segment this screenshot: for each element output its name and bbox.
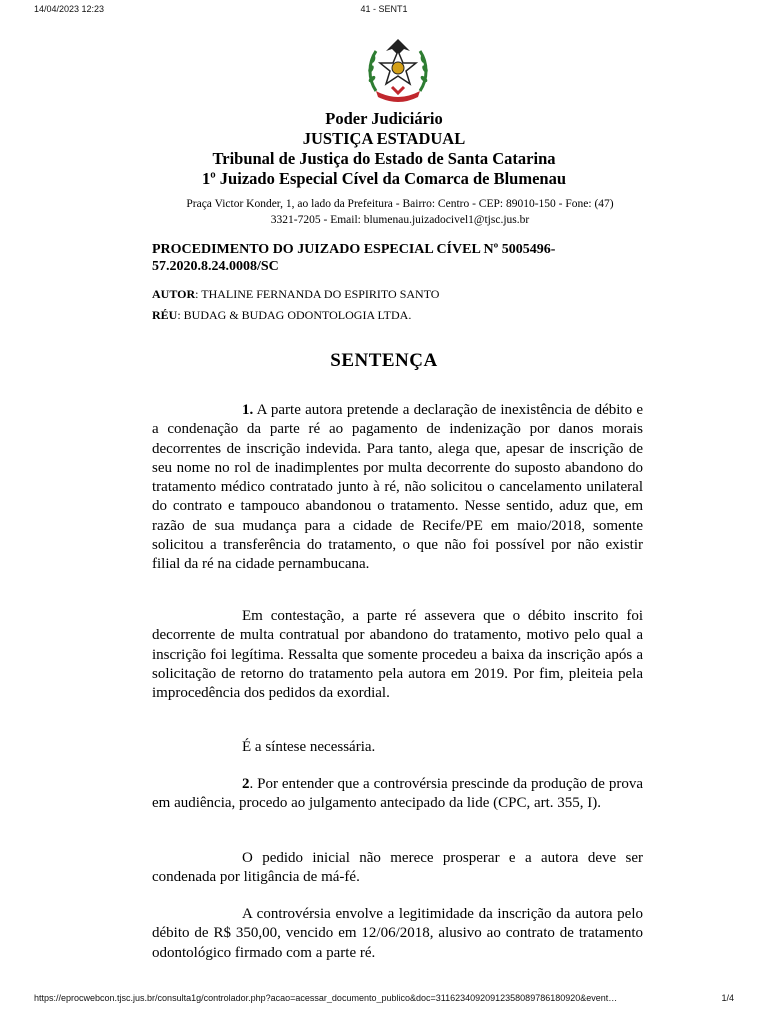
print-url: https://eprocwebcon.tjsc.jus.br/consulta1g/controlador.php?acao=acessar_documento_publico&doc=31162340920912358089786180920&event… — [34, 993, 618, 1003]
defendant-party — [152, 307, 411, 323]
paragraph-1-text: A parte autora pretende a declaração de inexistência de débito e a condenação da parte ré ao pagamento de indenização por danos morais decorrentes de inscrição indevida. Para tanto, alega que, apesar de inscrição de seu nome no rol de inadimplentes por multa decorrente do suposto abandono do tratamento médico contratado junto à ré, não solicitou o cancelamento unilateral do contrato e tampouco abandonou o tratamento. Nesse sentido, aduz que, em razão de sua mudança para a cidade de Recife/PE em maio/2018, somente solicitou a transferência do tratamento, o que não foi possível por não existir filial da ré na cidade pernambucana. — [152, 402, 643, 573]
paragraph-2 — [152, 607, 643, 703]
paragraph-4-number: 2 — [242, 776, 250, 792]
paragraph-1 — [152, 401, 643, 575]
court-line-1: Poder Judiciário — [325, 109, 443, 128]
print-page-number: 1/4 — [721, 993, 734, 1003]
address-line-1: Praça Victor Konder, 1, ao lado da Prefeitura - Bairro: Centro - CEP: 89010-150 - Fone: (47) — [186, 198, 614, 210]
author-label: AUTOR — [152, 287, 196, 301]
paragraph-5 — [152, 849, 643, 888]
court-line-3: Tribunal de Justiça do Estado de Santa Catarina — [212, 149, 556, 168]
court-line-4: 1º Juizado Especial Cível da Comarca de Blumenau — [201, 169, 567, 188]
court-heading — [0, 109, 768, 189]
sentence-title: SENTENÇA — [330, 350, 438, 371]
state-coat-of-arms-icon — [362, 33, 434, 105]
paragraph-1-number: 1. — [242, 402, 254, 418]
paragraph-4 — [152, 775, 643, 814]
print-header — [0, 4, 768, 18]
paragraph-3-text: É a síntese necessária. — [242, 739, 376, 755]
procedure-line-2: 57.2020.8.24.0008/SC — [152, 259, 279, 274]
procedure-line-1: PROCEDIMENTO DO JUIZADO ESPECIAL CÍVEL Nº 5005496- — [152, 242, 556, 257]
defendant-value: : BUDAG & BUDAG ODONTOLOGIA LTDA. — [177, 308, 412, 322]
author-party — [152, 286, 439, 302]
author-value: : THALINE FERNANDA DO ESPIRITO SANTO — [195, 287, 440, 301]
court-address — [150, 196, 650, 228]
print-doc-title: 41 - SENT1 — [360, 4, 408, 14]
paragraph-6 — [152, 905, 643, 963]
print-datetime: 14/04/2023 12:23 — [34, 4, 105, 14]
procedure-number — [152, 241, 632, 275]
address-line-2: 3321-7205 - Email: blumenau.juizadocivel1@tjsc.jus.br — [270, 214, 530, 226]
paragraph-2-text: Em contestação, a parte ré assevera que o débito inscrito foi decorrente de multa contratual por abandono do tratamento, motivo pelo qual a inscrição foi legítima. Ressalta que somente procedeu a baixa da inscrição após a solicitação de retorno do tratamento pela autora em 2019. Por fim, pleiteia pela improcedência dos pedidos da exordial. — [152, 608, 643, 702]
print-footer — [0, 993, 768, 1007]
court-line-2: JUSTIÇA ESTADUAL — [302, 129, 466, 148]
paragraph-3 — [152, 738, 643, 757]
paragraph-6-text: A controvérsia envolve a legitimidade da inscrição da autora pelo débito de R$ 350,00, vencido em 12/06/2018, alusivo ao contrato de tratamento odontológico firmado com a parte ré. — [152, 906, 643, 961]
paragraph-5-text: O pedido inicial não merece prosperar e a autora deve ser condenada por litigância de má-fé. — [152, 850, 643, 886]
defendant-label: RÉU — [152, 308, 178, 322]
paragraph-4-text: . Por entender que a controvérsia prescinde da produção de prova em audiência, procedo ao julgamento antecipado da lide (CPC, art. 355, I). — [152, 776, 643, 812]
